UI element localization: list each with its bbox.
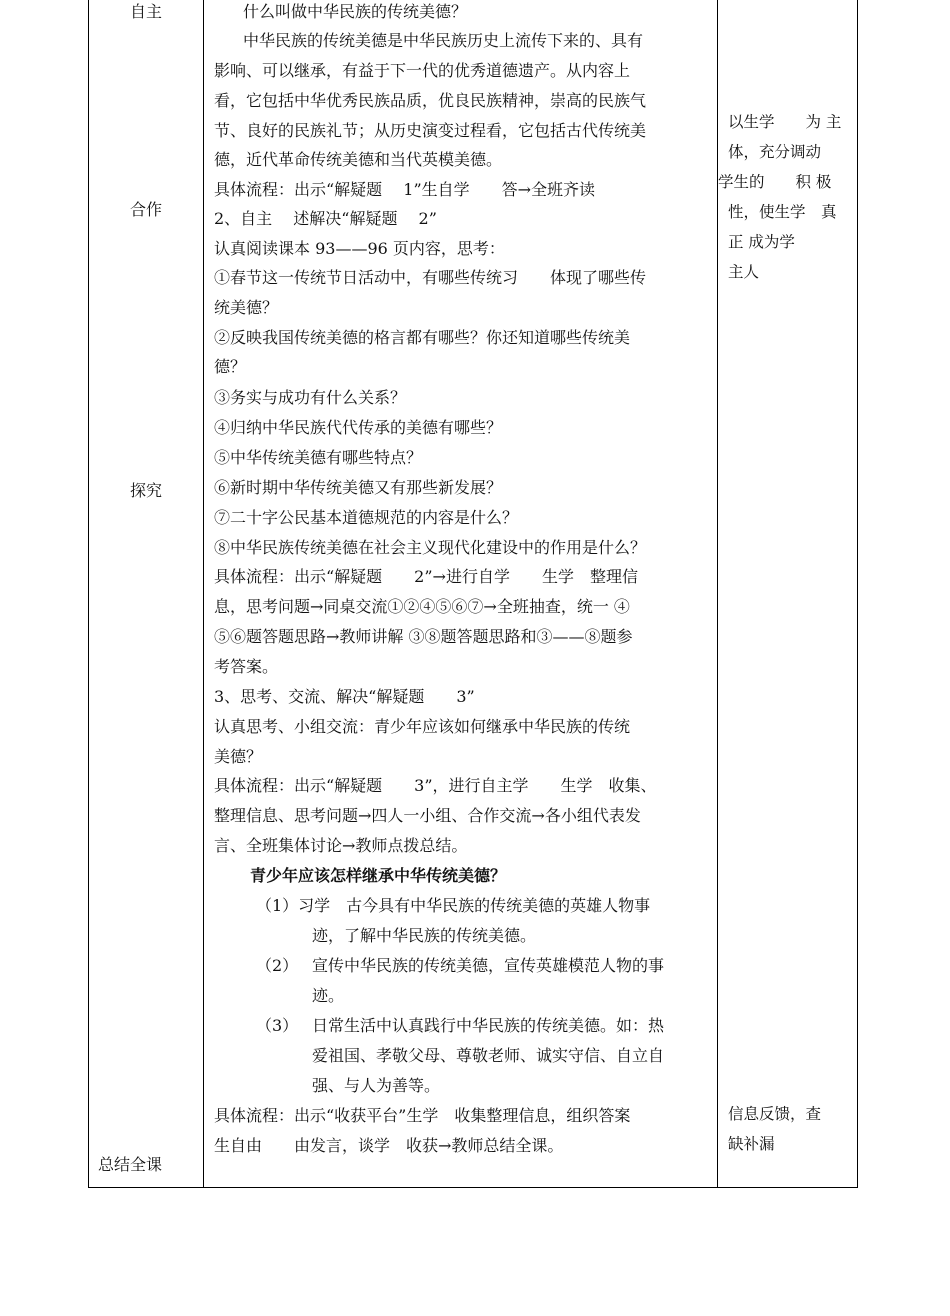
text-line: 统美德？ <box>214 298 279 317</box>
text-line: 德？ <box>214 357 247 376</box>
answer-item-2: 宣传中华民族的传统美德，宣传英雄模范人物的事 <box>312 956 665 975</box>
text-line: 认真阅读课本 93——96 页内容，思考： <box>214 239 505 258</box>
process-line: 具体流程：出示“解疑题 2”→进行自学 生学 整理信 <box>214 567 638 586</box>
question-item: ③务实与成功有什么关系？ <box>214 388 407 407</box>
right-text-line: 学生的 积 极 <box>718 173 832 191</box>
text-line: 息，思考问题→同桌交流①②④⑤⑥⑦→全班抽查，统一 ④ <box>214 597 630 616</box>
text-line: 爱祖国、孝敬父母、尊敬老师、诚实守信、自立自 <box>312 1046 665 1065</box>
text-line: 中华民族的传统美德是中华民族历史上流传下来的、具有 <box>243 31 644 50</box>
right-text-line: 缺补漏 <box>728 1135 775 1153</box>
text-line: 言、全班集体讨论→教师点拨总结。 <box>214 836 468 855</box>
right-text-line: 性，使生学 真 <box>728 203 837 221</box>
question-item: ⑤中华传统美德有哪些特点？ <box>214 448 423 467</box>
question-item: ④归纳中华民族代代传承的美德有哪些？ <box>214 418 503 437</box>
question-item: ⑥新时期中华传统美德又有那些新发展？ <box>214 478 503 497</box>
text-line: 节、良好的民族礼节；从历史演变过程看，它包括古代传统美 <box>214 121 647 140</box>
answer-number-3: （3） <box>256 1016 299 1035</box>
label-zongjie: 总结全课 <box>98 1155 163 1174</box>
process-line: 具体流程：出示“解疑题 3”，进行自主学 生学 收集、 <box>214 776 657 795</box>
text-line: 迹。 <box>312 986 345 1005</box>
right-text-line: 主人 <box>728 263 760 281</box>
answer-number-2: （2） <box>256 956 299 975</box>
right-text-line: 体，充分调动 <box>728 143 822 161</box>
step-heading: 2、自主 述解决“解疑题 2” <box>214 209 437 228</box>
question-heading: 什么叫做中华民族的传统美德？ <box>243 2 468 21</box>
bold-question: 青少年应该怎样继承中华传统美德？ <box>250 866 507 885</box>
label-tanjiu: 探究 <box>130 481 163 500</box>
label-zizhu: 自主 <box>130 2 163 21</box>
step-heading: 3、思考、交流、解决“解疑题 3” <box>214 687 475 706</box>
question-item: ②反映我国传统美德的格言都有哪些？你还知道哪些传统美 <box>214 328 631 347</box>
text-line: 考答案。 <box>214 657 279 676</box>
question-item: ⑦二十字公民基本道德规范的内容是什么？ <box>214 508 519 527</box>
question-item: ①春节这一传统节日活动中，有哪些传统习 体现了哪些传 <box>214 268 647 287</box>
text-line: 德，近代革命传统美德和当代英模美德。 <box>214 150 503 169</box>
text-line: 迹，了解中华民族的传统美德。 <box>312 926 537 945</box>
text-line: 影响、可以继承，有益于下一代的优秀道德遗产。从内容上 <box>214 61 631 80</box>
text-line: 看，它包括中华优秀民族品质，优良民族精神，崇高的民族气 <box>214 91 647 110</box>
text-line: 美德？ <box>214 747 263 766</box>
process-line: 具体流程：出示“收获平台”生学 收集整理信息，组织答案 <box>214 1106 631 1125</box>
right-text-line: 以生学 为 主 <box>728 113 842 131</box>
answer-item-3: 日常生活中认真践行中华民族的传统美德。如：热 <box>312 1016 665 1035</box>
right-text-line: 正 成为学 <box>728 233 795 251</box>
process-line: 具体流程：出示“解疑题 1”生自学 答→全班齐读 <box>214 180 596 199</box>
text-line: ⑤⑥题答题思路→教师讲解 ③⑧题答题思路和③——⑧题参 <box>214 627 633 646</box>
column-divider-1 <box>203 0 204 1187</box>
text-line: 生自由 由发言，谈学 收获→教师总结全课。 <box>214 1136 564 1155</box>
text-line: 整理信息、思考问题→四人一小组、合作交流→各小组代表发 <box>214 806 641 825</box>
question-item: ⑧中华民族传统美德在社会主义现代化建设中的作用是什么？ <box>214 538 647 557</box>
label-hezuo: 合作 <box>130 200 163 219</box>
text-line: 强、与人为善等。 <box>312 1076 441 1095</box>
right-text-line: 信息反馈，查 <box>728 1105 822 1123</box>
text-line: 认真思考、小组交流：青少年应该如何继承中华民族的传统 <box>214 717 631 736</box>
answer-item-1: （1）习学 古今具有中华民族的传统美德的英雄人物事 <box>256 896 651 915</box>
